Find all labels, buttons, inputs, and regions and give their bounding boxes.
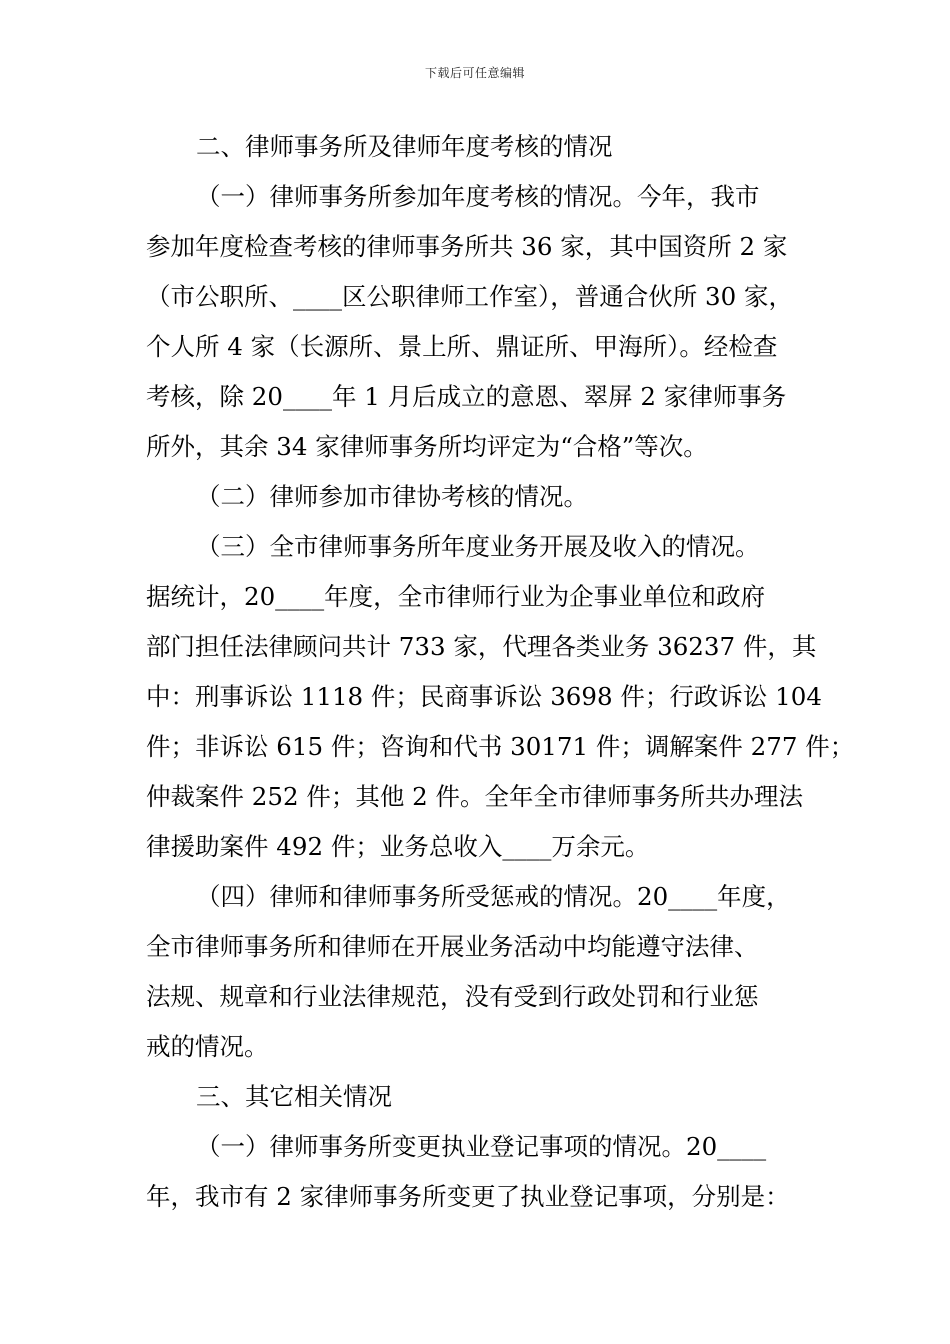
paragraph-line: 个人所 4 家（长源所、景上所、鼎证所、甲海所）。经检查	[146, 332, 778, 361]
paragraph-line: 戒的情况。	[146, 1032, 269, 1061]
page-header: 下载后可任意编辑	[424, 66, 525, 80]
document-body	[146, 122, 855, 1222]
paragraph-line: （二）律师参加市律协考核的情况。	[196, 482, 588, 511]
paragraph-line: （一）律师事务所变更执业登记事项的情况。20____	[196, 1132, 767, 1161]
paragraph-line: （市公职所、____区公职律师工作室），普通合伙所 30 家，	[146, 282, 793, 311]
paragraph-line: 年，我市有 2 家律师事务所变更了执业登记事项，分别是：	[146, 1182, 790, 1211]
paragraph-line: 全市律师事务所和律师在开展业务活动中均能遵守法律、	[146, 932, 759, 961]
section-heading: 三、其它相关情况	[196, 1082, 392, 1111]
paragraph-line: 参加年度检查考核的律师事务所共 36 家，其中国资所 2 家	[146, 232, 788, 261]
paragraph-line: 所外，其余 34 家律师事务所均评定为“合格”等次。	[146, 432, 708, 461]
paragraph-line: 部门担任法律顾问共计 733 家，代理各类业务 36237 件，其	[146, 632, 817, 661]
paragraph-line: （三）全市律师事务所年度业务开展及收入的情况。	[196, 532, 760, 561]
paragraph-line: 律援助案件 492 件；业务总收入____万余元。	[146, 832, 650, 861]
paragraph-line: 件；非诉讼 615 件；咨询和代书 30171 件；调解案件 277 件；	[146, 732, 855, 761]
paragraph-line: 据统计，20____年度，全市律师行业为企事业单位和政府	[146, 582, 766, 611]
section-heading: 二、律师事务所及律师年度考核的情况	[196, 132, 613, 161]
paragraph-line: （一）律师事务所参加年度考核的情况。今年，我市	[196, 182, 760, 211]
paragraph-line: 考核，除 20____年 1 月后成立的意恩、翠屏 2 家律师事务	[146, 382, 787, 411]
paragraph-line: 仲裁案件 252 件；其他 2 件。全年全市律师事务所共办理法	[146, 782, 803, 811]
paragraph-line: 中：刑事诉讼 1118 件；民商事诉讼 3698 件；行政诉讼 104	[146, 682, 822, 711]
paragraph-line: （四）律师和律师事务所受惩戒的情况。20____年度，	[196, 882, 791, 911]
paragraph-line: 法规、规章和行业法律规范，没有受到行政处罚和行业惩	[146, 982, 759, 1011]
